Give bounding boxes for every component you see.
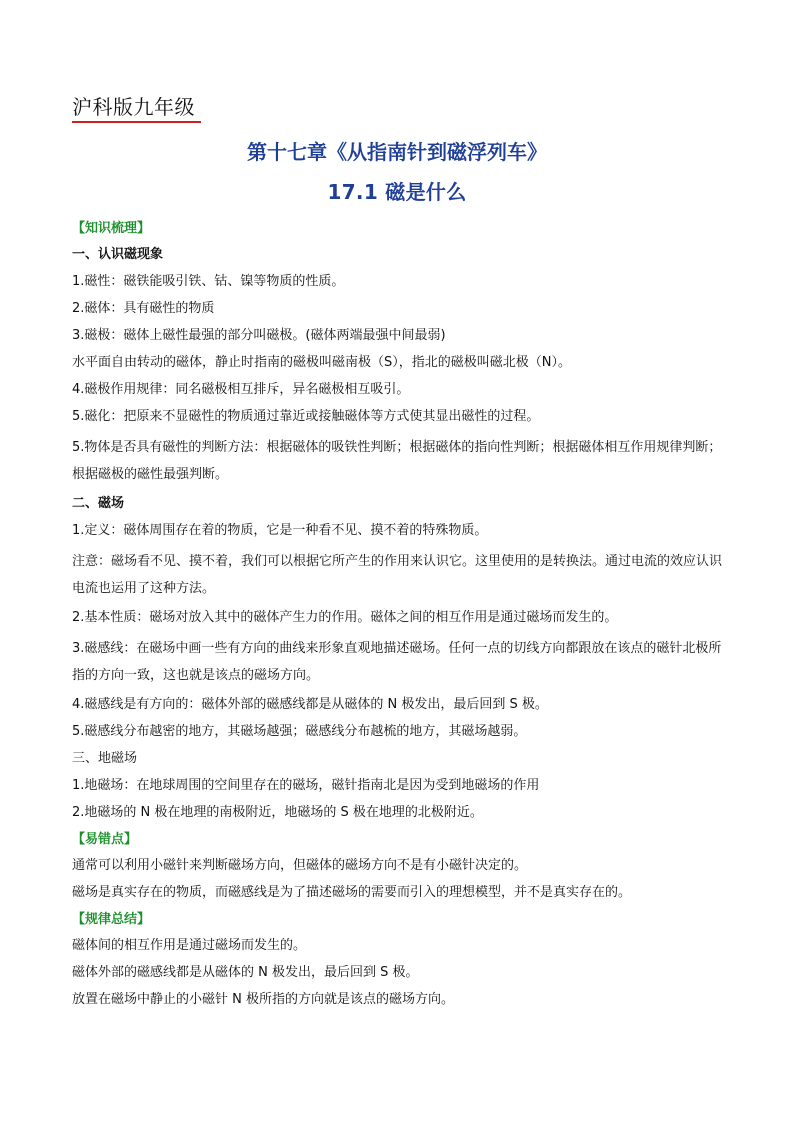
- grade-label: 沪科版九年级: [72, 95, 195, 119]
- knowledge-part-1-item-7: 5.物体是否具有磁性的判断方法：根据磁体的吸铁性判断；根据磁体的指向性判断；根据磁体相互作用规律判断；根据磁极的磁性最强判断。: [72, 440, 722, 482]
- knowledge-part-2-item-6: 5.磁感线分布越密的地方，其磁场越强；磁感线分布越梳的地方，其磁场越弱。: [72, 724, 527, 739]
- summary-item-1: 磁体间的相互作用是通过磁场而发生的。: [72, 938, 307, 953]
- summary-item-2: 磁体外部的磁感线都是从磁体的 N 极发出，最后回到 S 极。: [72, 965, 419, 980]
- knowledge-part-2-heading: 二、磁场: [72, 496, 125, 511]
- knowledge-label: 【知识梳理】: [72, 221, 151, 236]
- knowledge-part-1-item-3: 3.磁极：磁体上磁性最强的部分叫磁极。(磁体两端最强中间最弱): [72, 328, 446, 343]
- knowledge-part-3-heading: 三、地磁场: [72, 751, 138, 766]
- knowledge-part-1-item-4: 水平面自由转动的磁体，静止时指南的磁极叫磁南极（S），指北的磁极叫磁北极（N）。: [72, 355, 571, 370]
- knowledge-part-2-item-1: 1.定义：磁体周围存在着的物质，它是一种看不见、摸不着的特殊物质。: [72, 523, 488, 538]
- knowledge-part-1-item-2: 2.磁体：具有磁性的物质: [72, 301, 215, 316]
- knowledge-part-1-item-5: 4.磁极作用规律：同名磁极相互排斥，异名磁极相互吸引。: [72, 382, 410, 397]
- knowledge-part-2-item-4: 3.磁感线：在磁场中画一些有方向的曲线来形象直观地描述磁场。任何一点的切线方向都跟放在该点的磁针北极所指的方向一致，这也就是该点的磁场方向。: [72, 641, 722, 683]
- knowledge-part-3-item-2: 2.地磁场的 N 极在地理的南极附近，地磁场的 S 极在地理的北极附近。: [72, 805, 483, 820]
- knowledge-part-1-heading: 一、认识磁现象: [72, 247, 164, 262]
- section-title: 17.1 磁是什么: [327, 180, 467, 204]
- pitfall-item-2: 磁场是真实存在的物质，而磁感线是为了描述磁场的需要而引入的理想模型，并不是真实存在的。: [72, 885, 632, 900]
- pitfall-item-1: 通常可以利用小磁针来判断磁场方向，但磁体的磁场方向不是有小磁针决定的。: [72, 858, 528, 873]
- document-content: [72, 219, 724, 1017]
- chapter-title: 第十七章《从指南针到磁浮列车》: [247, 140, 547, 164]
- summary-item-3: 放置在磁场中静止的小磁针 N 极所指的方向就是该点的磁场方向。: [72, 992, 454, 1007]
- knowledge-part-2-item-2: 注意：磁场看不见、摸不着，我们可以根据它所产生的作用来认识它。这里使用的是转换法。通过电流的效应认识电流也运用了这种方法。: [72, 554, 723, 596]
- document-header: [72, 94, 201, 123]
- knowledge-part-2-item-5: 4.磁感线是有方向的：磁体外部的磁感线都是从磁体的 N 极发出，最后回到 S 极。: [72, 697, 548, 712]
- summary-label: 【规律总结】: [72, 912, 151, 927]
- knowledge-part-3-item-1: 1.地磁场：在地球周围的空间里存在的磁场，磁针指南北是因为受到地磁场的作用: [72, 778, 540, 793]
- knowledge-part-2-item-3: 2.基本性质：磁场对放入其中的磁体产生力的作用。磁体之间的相互作用是通过磁场而发生的。: [72, 610, 618, 625]
- header-underline: [72, 121, 201, 123]
- knowledge-part-1-item-6: 5.磁化：把原来不显磁性的物质通过靠近或接触磁体等方式使其显出磁性的过程。: [72, 409, 540, 424]
- pitfalls-label: 【易错点】: [72, 832, 138, 847]
- knowledge-part-1-item-1: 1.磁性：磁铁能吸引铁、钴、镍等物质的性质。: [72, 274, 345, 289]
